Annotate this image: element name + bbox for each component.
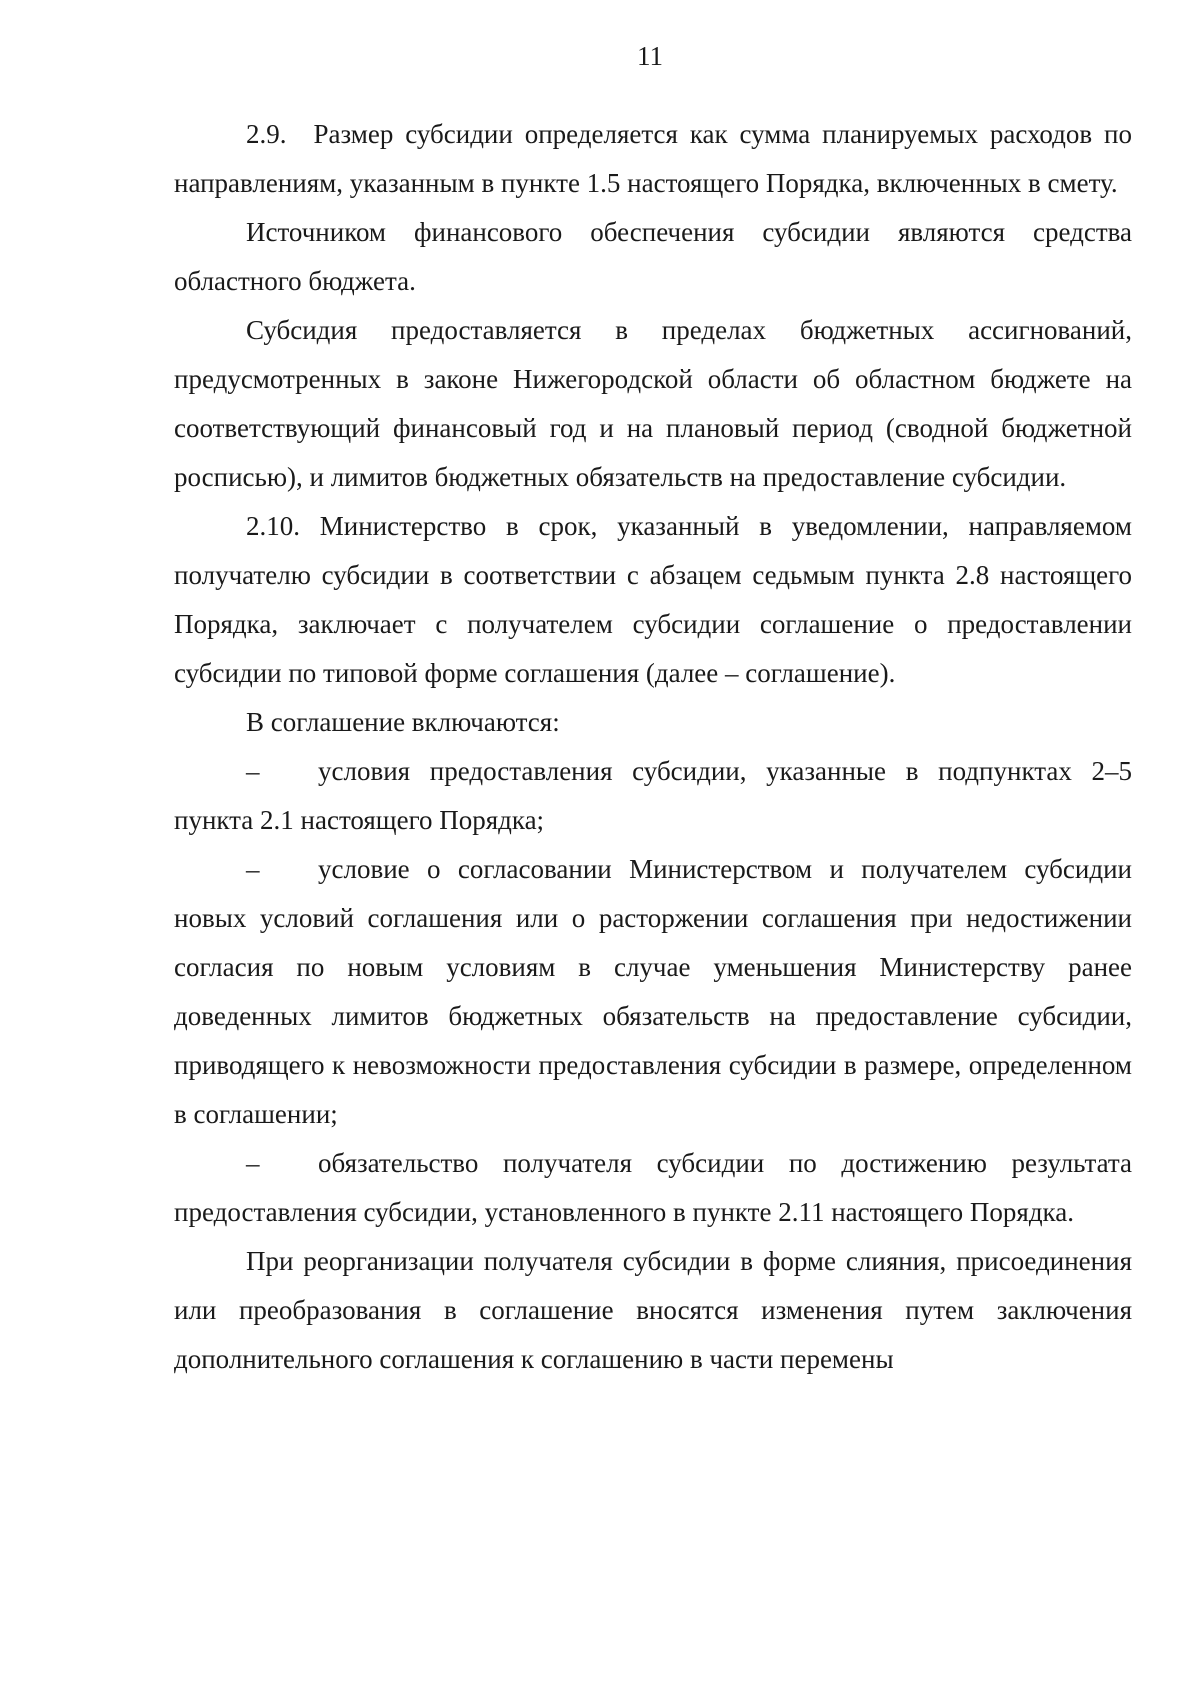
- list-marker: –: [246, 1148, 260, 1178]
- list-item-conditions: [174, 747, 1132, 845]
- list-item-text: обязательство получателя субсидии по достижению результата предоставления субсидии, установленного в пункте 2.11 настоящего Порядка.: [174, 1148, 1132, 1227]
- list-marker: –: [246, 756, 260, 786]
- list-marker: –: [246, 854, 260, 884]
- list-item-text: условие о согласовании Министерством и получателем субсидии новых условий соглашения или о расторжении соглашения при недостижении согласия по новым условиям в случае уменьшения Министерству ранее доведенных лимитов бюджетных обязательств на предоставление субсидии, приводящего к невозможности предоставления субсидии в размере, определенном в соглашении;: [174, 854, 1132, 1129]
- document-body: [174, 110, 1132, 1384]
- list-item-obligation: [174, 1139, 1132, 1237]
- paragraph-budget-limits: Субсидия предоставляется в пределах бюджетных ассигнований, предусмотренных в законе Нижегородской области об областном бюджете на соответствующий финансовый год и на плановый период (сводной бюджетной росписью), и лимитов бюджетных обязательств на предоставление субсидии.: [174, 315, 1132, 492]
- paragraph-2-10: 2.10. Министерство в срок, указанный в уведомлении, направляемом получателю субсидии в соответствии с абзацем седьмым пункта 2.8 настоящего Порядка, заключает с получателем субсидии соглашение о предоставлении субсидии по типовой форме соглашения (далее – соглашение).: [174, 511, 1132, 688]
- paragraph-agreement-includes: В соглашение включаются:: [246, 707, 560, 737]
- paragraph-2-9: 2.9. Размер субсидии определяется как сумма планируемых расходов по направлениям, указанным в пункте 1.5 настоящего Порядка, включенных в смету.: [174, 119, 1132, 198]
- page-number: 11: [637, 41, 663, 71]
- paragraph-funding-source: Источником финансового обеспечения субсидии являются средства областного бюджета.: [174, 217, 1132, 296]
- list-item-approval-condition: [174, 845, 1132, 1139]
- paragraph-reorganization: При реорганизации получателя субсидии в форме слияния, присоединения или преобразования в соглашение вносятся изменения путем заключения дополнительного соглашения к соглашению в части перемены: [174, 1246, 1132, 1374]
- list-item-text: условия предоставления субсидии, указанные в подпунктах 2–5 пункта 2.1 настоящего Порядка;: [174, 756, 1132, 835]
